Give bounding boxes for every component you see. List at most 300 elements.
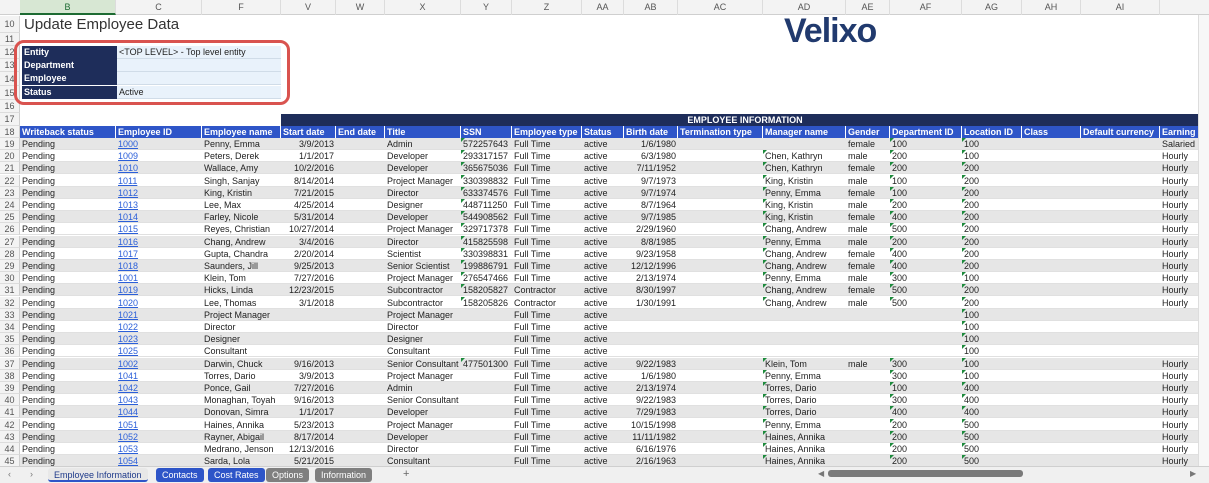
table-cell[interactable] bbox=[763, 382, 846, 394]
table-cell[interactable] bbox=[281, 406, 336, 418]
table-cell[interactable] bbox=[461, 406, 512, 418]
table-cell[interactable] bbox=[1081, 431, 1160, 443]
table-cell[interactable] bbox=[336, 223, 385, 235]
table-cell[interactable] bbox=[890, 382, 962, 394]
table-cell[interactable] bbox=[461, 223, 512, 235]
table-cell[interactable] bbox=[202, 394, 281, 406]
table-cell[interactable] bbox=[385, 175, 461, 187]
table-cell[interactable] bbox=[962, 382, 1022, 394]
table-cell[interactable] bbox=[1022, 260, 1081, 272]
table-cell[interactable] bbox=[461, 394, 512, 406]
table-cell[interactable] bbox=[763, 199, 846, 211]
employee-id-link[interactable] bbox=[116, 187, 202, 199]
table-cell[interactable] bbox=[461, 358, 512, 370]
table-cell[interactable] bbox=[20, 333, 116, 345]
row-number[interactable]: 10 bbox=[0, 16, 20, 33]
row-number[interactable]: 38 bbox=[0, 370, 20, 382]
table-cell[interactable] bbox=[846, 370, 890, 382]
table-cell[interactable] bbox=[582, 260, 624, 272]
table-cell[interactable] bbox=[202, 223, 281, 235]
row-number[interactable]: 41 bbox=[0, 406, 20, 418]
table-cell[interactable] bbox=[20, 223, 116, 235]
employee-id-link[interactable] bbox=[116, 199, 202, 211]
table-cell[interactable] bbox=[962, 406, 1022, 418]
table-cell[interactable] bbox=[512, 272, 582, 284]
table-cell[interactable] bbox=[202, 272, 281, 284]
table-cell[interactable] bbox=[461, 321, 512, 333]
row-number[interactable]: 12 bbox=[0, 46, 20, 59]
table-cell[interactable] bbox=[624, 431, 678, 443]
table-cell[interactable] bbox=[624, 358, 678, 370]
table-cell[interactable] bbox=[336, 455, 385, 466]
table-cell[interactable] bbox=[678, 162, 763, 174]
table-cell[interactable] bbox=[20, 358, 116, 370]
table-cell[interactable] bbox=[890, 284, 962, 296]
table-cell[interactable] bbox=[962, 138, 1022, 150]
table-cell[interactable] bbox=[846, 211, 890, 223]
table-cell[interactable] bbox=[763, 406, 846, 418]
table-row[interactable] bbox=[20, 309, 1209, 321]
table-cell[interactable] bbox=[1081, 187, 1160, 199]
horizontal-scrollbar-thumb[interactable] bbox=[828, 470, 1023, 477]
table-cell[interactable] bbox=[1022, 431, 1081, 443]
column-header-ag[interactable]: AG bbox=[962, 0, 1022, 15]
employee-id-link[interactable] bbox=[116, 406, 202, 418]
employee-id-link[interactable] bbox=[116, 223, 202, 235]
table-cell[interactable] bbox=[962, 150, 1022, 162]
employee-id-link[interactable] bbox=[116, 260, 202, 272]
table-cell[interactable] bbox=[461, 175, 512, 187]
column-header-v[interactable]: V bbox=[281, 0, 336, 15]
row-number[interactable]: 44 bbox=[0, 443, 20, 455]
table-cell[interactable] bbox=[582, 284, 624, 296]
table-cell[interactable] bbox=[962, 175, 1022, 187]
vertical-scrollbar[interactable] bbox=[1198, 15, 1209, 466]
table-cell[interactable] bbox=[582, 358, 624, 370]
table-cell[interactable] bbox=[624, 455, 678, 466]
table-cell[interactable] bbox=[202, 358, 281, 370]
table-cell[interactable] bbox=[385, 419, 461, 431]
table-cell[interactable] bbox=[678, 455, 763, 466]
table-cell[interactable] bbox=[385, 382, 461, 394]
table-cell[interactable] bbox=[962, 394, 1022, 406]
table-cell[interactable] bbox=[20, 406, 116, 418]
table-cell[interactable] bbox=[336, 382, 385, 394]
table-cell[interactable] bbox=[336, 138, 385, 150]
table-cell[interactable] bbox=[1022, 272, 1081, 284]
table-cell[interactable] bbox=[846, 199, 890, 211]
table-cell[interactable] bbox=[202, 370, 281, 382]
table-cell[interactable] bbox=[846, 394, 890, 406]
employee-id-link[interactable] bbox=[116, 272, 202, 284]
table-cell[interactable] bbox=[336, 211, 385, 223]
table-cell[interactable] bbox=[202, 284, 281, 296]
table-cell[interactable] bbox=[461, 211, 512, 223]
table-row[interactable] bbox=[20, 248, 1209, 260]
table-cell[interactable] bbox=[1081, 358, 1160, 370]
table-row[interactable] bbox=[20, 443, 1209, 455]
table-cell[interactable] bbox=[512, 394, 582, 406]
table-cell[interactable] bbox=[512, 455, 582, 466]
table-cell[interactable] bbox=[624, 211, 678, 223]
table-cell[interactable] bbox=[1022, 419, 1081, 431]
table-cell[interactable] bbox=[385, 260, 461, 272]
table-cell[interactable] bbox=[1081, 223, 1160, 235]
table-cell[interactable] bbox=[890, 455, 962, 466]
table-cell[interactable] bbox=[202, 187, 281, 199]
table-cell[interactable] bbox=[336, 297, 385, 309]
table-cell[interactable] bbox=[202, 333, 281, 345]
table-cell[interactable] bbox=[763, 431, 846, 443]
table-cell[interactable] bbox=[385, 272, 461, 284]
table-cell[interactable] bbox=[385, 248, 461, 260]
table-cell[interactable] bbox=[763, 138, 846, 150]
table-cell[interactable] bbox=[890, 138, 962, 150]
table-cell[interactable] bbox=[1081, 419, 1160, 431]
table-cell[interactable] bbox=[461, 297, 512, 309]
table-cell[interactable] bbox=[281, 333, 336, 345]
table-cell[interactable] bbox=[20, 443, 116, 455]
table-cell[interactable] bbox=[336, 236, 385, 248]
table-cell[interactable] bbox=[962, 162, 1022, 174]
table-cell[interactable] bbox=[461, 138, 512, 150]
table-cell[interactable] bbox=[582, 309, 624, 321]
table-cell[interactable] bbox=[202, 162, 281, 174]
table-cell[interactable] bbox=[20, 309, 116, 321]
table-cell[interactable] bbox=[763, 394, 846, 406]
table-cell[interactable] bbox=[281, 419, 336, 431]
table-cell[interactable] bbox=[624, 443, 678, 455]
table-cell[interactable] bbox=[512, 284, 582, 296]
table-cell[interactable] bbox=[890, 236, 962, 248]
row-number[interactable]: 45 bbox=[0, 455, 20, 466]
table-cell[interactable] bbox=[678, 223, 763, 235]
table-cell[interactable] bbox=[678, 260, 763, 272]
table-cell[interactable] bbox=[582, 223, 624, 235]
table-row[interactable] bbox=[20, 345, 1209, 357]
table-cell[interactable] bbox=[461, 248, 512, 260]
table-cell[interactable] bbox=[678, 138, 763, 150]
table-cell[interactable] bbox=[624, 272, 678, 284]
table-cell[interactable] bbox=[1081, 150, 1160, 162]
table-cell[interactable] bbox=[385, 370, 461, 382]
row-number[interactable]: 40 bbox=[0, 394, 20, 406]
table-cell[interactable] bbox=[678, 272, 763, 284]
table-cell[interactable] bbox=[385, 455, 461, 466]
table-cell[interactable] bbox=[512, 162, 582, 174]
table-cell[interactable] bbox=[846, 284, 890, 296]
table-cell[interactable] bbox=[624, 297, 678, 309]
employee-id-link[interactable] bbox=[116, 248, 202, 260]
table-cell[interactable] bbox=[20, 260, 116, 272]
table-cell[interactable] bbox=[461, 199, 512, 211]
table-cell[interactable] bbox=[461, 333, 512, 345]
table-cell[interactable] bbox=[1022, 333, 1081, 345]
table-row[interactable] bbox=[20, 419, 1209, 431]
table-cell[interactable] bbox=[763, 248, 846, 260]
table-cell[interactable] bbox=[962, 333, 1022, 345]
table-row[interactable] bbox=[20, 175, 1209, 187]
table-cell[interactable] bbox=[461, 272, 512, 284]
row-number[interactable]: 26 bbox=[0, 223, 20, 235]
table-cell[interactable] bbox=[962, 455, 1022, 466]
table-cell[interactable] bbox=[20, 431, 116, 443]
table-cell[interactable] bbox=[678, 236, 763, 248]
table-cell[interactable] bbox=[678, 394, 763, 406]
employee-id-link[interactable] bbox=[116, 138, 202, 150]
table-cell[interactable] bbox=[582, 333, 624, 345]
table-cell[interactable] bbox=[281, 284, 336, 296]
table-cell[interactable] bbox=[1022, 223, 1081, 235]
table-cell[interactable] bbox=[512, 223, 582, 235]
table-cell[interactable] bbox=[336, 370, 385, 382]
table-cell[interactable] bbox=[512, 443, 582, 455]
tab-cost-rates[interactable]: Cost Rates bbox=[208, 468, 265, 482]
table-cell[interactable] bbox=[336, 345, 385, 357]
table-cell[interactable] bbox=[763, 297, 846, 309]
employee-id-link[interactable] bbox=[116, 431, 202, 443]
table-cell[interactable] bbox=[336, 333, 385, 345]
table-cell[interactable] bbox=[385, 394, 461, 406]
table-row[interactable] bbox=[20, 284, 1209, 296]
table-cell[interactable] bbox=[890, 419, 962, 431]
table-cell[interactable] bbox=[624, 406, 678, 418]
table-cell[interactable] bbox=[1081, 345, 1160, 357]
row-number[interactable]: 14 bbox=[0, 72, 20, 86]
table-cell[interactable] bbox=[20, 211, 116, 223]
table-cell[interactable] bbox=[461, 162, 512, 174]
table-cell[interactable] bbox=[1081, 272, 1160, 284]
row-number[interactable]: 20 bbox=[0, 150, 20, 162]
table-cell[interactable] bbox=[1081, 138, 1160, 150]
table-row[interactable] bbox=[20, 321, 1209, 333]
table-row[interactable] bbox=[20, 138, 1209, 150]
table-cell[interactable] bbox=[890, 175, 962, 187]
table-cell[interactable] bbox=[962, 211, 1022, 223]
table-cell[interactable] bbox=[1081, 260, 1160, 272]
table-cell[interactable] bbox=[1081, 175, 1160, 187]
table-cell[interactable] bbox=[512, 199, 582, 211]
table-cell[interactable] bbox=[202, 406, 281, 418]
table-cell[interactable] bbox=[20, 419, 116, 431]
table-cell[interactable] bbox=[281, 187, 336, 199]
table-cell[interactable] bbox=[624, 175, 678, 187]
table-cell[interactable] bbox=[281, 345, 336, 357]
table-cell[interactable] bbox=[385, 138, 461, 150]
table-cell[interactable] bbox=[20, 382, 116, 394]
table-cell[interactable] bbox=[20, 394, 116, 406]
column-header-b[interactable]: B bbox=[20, 0, 116, 15]
table-cell[interactable] bbox=[582, 455, 624, 466]
table-cell[interactable] bbox=[890, 272, 962, 284]
table-cell[interactable] bbox=[336, 150, 385, 162]
row-number[interactable]: 13 bbox=[0, 59, 20, 72]
table-cell[interactable] bbox=[846, 382, 890, 394]
table-cell[interactable] bbox=[678, 443, 763, 455]
table-cell[interactable] bbox=[281, 394, 336, 406]
table-cell[interactable] bbox=[336, 443, 385, 455]
table-cell[interactable] bbox=[846, 272, 890, 284]
table-cell[interactable] bbox=[461, 370, 512, 382]
table-cell[interactable] bbox=[1081, 443, 1160, 455]
row-number[interactable]: 33 bbox=[0, 309, 20, 321]
row-number[interactable]: 19 bbox=[0, 138, 20, 150]
table-cell[interactable] bbox=[385, 297, 461, 309]
table-cell[interactable] bbox=[582, 138, 624, 150]
table-cell[interactable] bbox=[624, 223, 678, 235]
table-cell[interactable] bbox=[763, 162, 846, 174]
table-cell[interactable] bbox=[512, 297, 582, 309]
table-row[interactable] bbox=[20, 162, 1209, 174]
row-number[interactable]: 15 bbox=[0, 86, 20, 100]
employee-id-link[interactable] bbox=[116, 382, 202, 394]
table-cell[interactable] bbox=[763, 284, 846, 296]
tab-scroll-right-icon[interactable]: › bbox=[30, 469, 33, 479]
table-cell[interactable] bbox=[512, 138, 582, 150]
table-cell[interactable] bbox=[1022, 382, 1081, 394]
table-cell[interactable] bbox=[1081, 382, 1160, 394]
table-cell[interactable] bbox=[461, 382, 512, 394]
table-cell[interactable] bbox=[336, 419, 385, 431]
table-cell[interactable] bbox=[281, 370, 336, 382]
table-cell[interactable] bbox=[20, 199, 116, 211]
table-cell[interactable] bbox=[1022, 406, 1081, 418]
table-cell[interactable] bbox=[962, 443, 1022, 455]
table-cell[interactable] bbox=[202, 175, 281, 187]
table-cell[interactable] bbox=[281, 455, 336, 466]
table-cell[interactable] bbox=[512, 187, 582, 199]
table-row[interactable] bbox=[20, 455, 1209, 466]
table-cell[interactable] bbox=[281, 443, 336, 455]
table-cell[interactable] bbox=[336, 248, 385, 260]
table-cell[interactable] bbox=[461, 236, 512, 248]
table-cell[interactable] bbox=[1022, 297, 1081, 309]
row-number[interactable]: 11 bbox=[0, 33, 20, 46]
table-cell[interactable] bbox=[582, 321, 624, 333]
table-cell[interactable] bbox=[624, 162, 678, 174]
table-cell[interactable] bbox=[962, 297, 1022, 309]
table-cell[interactable] bbox=[281, 309, 336, 321]
table-row[interactable] bbox=[20, 199, 1209, 211]
employee-id-link[interactable] bbox=[116, 211, 202, 223]
column-header-z[interactable]: Z bbox=[512, 0, 582, 15]
table-cell[interactable] bbox=[890, 370, 962, 382]
table-cell[interactable] bbox=[281, 150, 336, 162]
table-cell[interactable] bbox=[624, 187, 678, 199]
table-cell[interactable] bbox=[763, 211, 846, 223]
table-cell[interactable] bbox=[962, 321, 1022, 333]
table-cell[interactable] bbox=[678, 382, 763, 394]
table-cell[interactable] bbox=[846, 236, 890, 248]
table-cell[interactable] bbox=[890, 321, 962, 333]
table-cell[interactable] bbox=[846, 297, 890, 309]
table-cell[interactable] bbox=[678, 370, 763, 382]
table-cell[interactable] bbox=[1022, 236, 1081, 248]
table-cell[interactable] bbox=[582, 382, 624, 394]
row-number[interactable]: 23 bbox=[0, 187, 20, 199]
employee-id-link[interactable] bbox=[116, 358, 202, 370]
table-cell[interactable] bbox=[336, 272, 385, 284]
table-row[interactable] bbox=[20, 370, 1209, 382]
table-cell[interactable] bbox=[1081, 455, 1160, 466]
table-row[interactable] bbox=[20, 333, 1209, 345]
table-cell[interactable] bbox=[336, 187, 385, 199]
table-cell[interactable] bbox=[582, 406, 624, 418]
table-cell[interactable] bbox=[1081, 321, 1160, 333]
table-cell[interactable] bbox=[281, 223, 336, 235]
table-cell[interactable] bbox=[202, 248, 281, 260]
table-cell[interactable] bbox=[582, 272, 624, 284]
table-cell[interactable] bbox=[890, 150, 962, 162]
tab-employee-information[interactable]: Employee Information bbox=[48, 468, 148, 482]
table-cell[interactable] bbox=[890, 358, 962, 370]
column-header-af[interactable]: AF bbox=[890, 0, 962, 15]
table-cell[interactable] bbox=[202, 199, 281, 211]
table-cell[interactable] bbox=[281, 272, 336, 284]
table-cell[interactable] bbox=[281, 382, 336, 394]
table-cell[interactable] bbox=[582, 162, 624, 174]
table-cell[interactable] bbox=[890, 248, 962, 260]
table-cell[interactable] bbox=[1081, 394, 1160, 406]
table-cell[interactable] bbox=[624, 345, 678, 357]
table-cell[interactable] bbox=[461, 309, 512, 321]
table-cell[interactable] bbox=[1081, 406, 1160, 418]
tab-options[interactable]: Options bbox=[266, 468, 309, 482]
table-cell[interactable] bbox=[512, 431, 582, 443]
employee-id-link[interactable] bbox=[116, 443, 202, 455]
table-cell[interactable] bbox=[202, 260, 281, 272]
table-cell[interactable] bbox=[962, 284, 1022, 296]
table-cell[interactable] bbox=[624, 309, 678, 321]
table-cell[interactable] bbox=[20, 248, 116, 260]
table-cell[interactable] bbox=[1022, 284, 1081, 296]
table-cell[interactable] bbox=[461, 431, 512, 443]
table-cell[interactable] bbox=[202, 138, 281, 150]
table-cell[interactable] bbox=[678, 358, 763, 370]
table-cell[interactable] bbox=[624, 150, 678, 162]
table-cell[interactable] bbox=[20, 272, 116, 284]
table-cell[interactable] bbox=[763, 455, 846, 466]
table-cell[interactable] bbox=[1022, 358, 1081, 370]
table-cell[interactable] bbox=[512, 309, 582, 321]
table-cell[interactable] bbox=[846, 431, 890, 443]
table-cell[interactable] bbox=[582, 150, 624, 162]
table-cell[interactable] bbox=[512, 370, 582, 382]
table-cell[interactable] bbox=[336, 309, 385, 321]
column-header-ah[interactable]: AH bbox=[1022, 0, 1081, 15]
column-header-aa[interactable]: AA bbox=[582, 0, 624, 15]
table-cell[interactable] bbox=[281, 199, 336, 211]
row-number[interactable]: 28 bbox=[0, 248, 20, 260]
table-cell[interactable] bbox=[846, 419, 890, 431]
table-cell[interactable] bbox=[1022, 370, 1081, 382]
table-cell[interactable] bbox=[512, 175, 582, 187]
employee-id-link[interactable] bbox=[116, 297, 202, 309]
table-cell[interactable] bbox=[385, 150, 461, 162]
table-cell[interactable] bbox=[20, 284, 116, 296]
table-cell[interactable] bbox=[20, 297, 116, 309]
table-cell[interactable] bbox=[1081, 236, 1160, 248]
table-cell[interactable] bbox=[1081, 370, 1160, 382]
table-cell[interactable] bbox=[461, 345, 512, 357]
table-cell[interactable] bbox=[1022, 187, 1081, 199]
table-cell[interactable] bbox=[385, 431, 461, 443]
table-cell[interactable] bbox=[890, 333, 962, 345]
table-cell[interactable] bbox=[890, 443, 962, 455]
table-cell[interactable] bbox=[512, 419, 582, 431]
row-number[interactable]: 42 bbox=[0, 419, 20, 431]
row-number[interactable]: 39 bbox=[0, 382, 20, 394]
